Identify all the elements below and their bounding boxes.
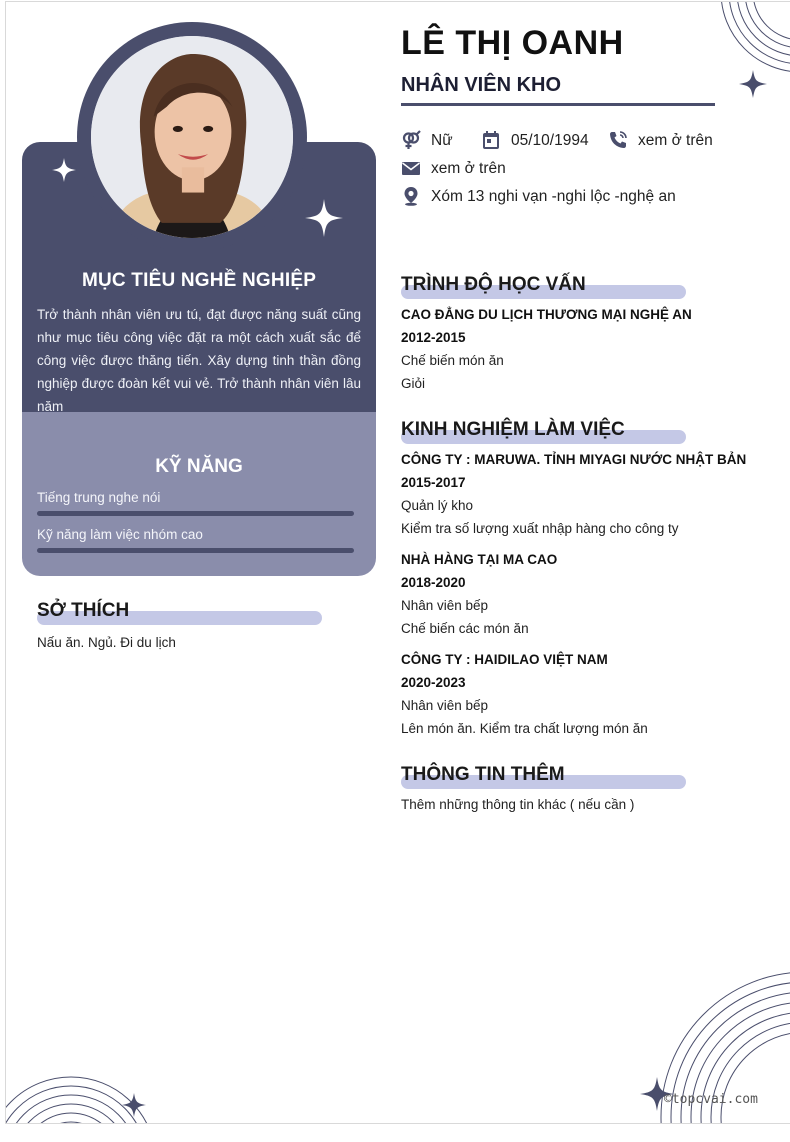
job-period: 2015-2017 xyxy=(401,475,466,490)
objective-title: MỤC TIÊU NGHỀ NGHIỆP xyxy=(81,270,317,291)
job-period: 2018-2020 xyxy=(401,575,466,590)
job-title: NHÂN VIÊN KHO xyxy=(401,74,562,96)
title-divider xyxy=(401,103,715,106)
job-role: Nhân viên bếp xyxy=(401,698,489,713)
sparkle-icon xyxy=(305,199,343,242)
calendar-icon xyxy=(481,130,501,150)
education-title: TRÌNH ĐỘ HỌC VẤN xyxy=(401,274,586,295)
phone-icon xyxy=(608,130,628,150)
extra-info-title: THÔNG TIN THÊM xyxy=(401,764,565,785)
watermark: ©topcvai.com xyxy=(664,1092,758,1107)
job-role: Quản lý kho xyxy=(401,498,474,513)
job-desc: Lên món ăn. Kiểm tra chất lượng món ăn xyxy=(401,721,648,736)
job-company: CÔNG TY : MARUWA. TỈNH MIYAGI NƯỚC NHẬT BẢN xyxy=(401,452,747,467)
hobbies-text: Nấu ăn. Ngủ. Đi du lịch xyxy=(37,635,176,650)
skill-name: Kỹ năng làm việc nhóm cao xyxy=(37,527,203,542)
skill-bar xyxy=(37,548,354,553)
skill-name: Tiếng trung nghe nói xyxy=(37,490,161,505)
gender-icon xyxy=(401,130,421,150)
sparkle-icon xyxy=(122,1093,146,1122)
objective-text: Trở thành nhân viên ưu tú, đạt được năng suất cũng như mục tiêu công việc đặt ra một cách xuất sắc để công việc được thăng tiến. Xây dựng tinh thần đồng nghiệp được đoàn kết vui vẻ. Trở thành nhân viên lâu năm xyxy=(37,307,361,414)
job-company: CÔNG TY : HAIDILAO VIỆT NAM xyxy=(401,652,608,667)
hobbies-title: SỞ THÍCH xyxy=(37,600,130,621)
phone-value: xem ở trên xyxy=(638,132,713,149)
education-period: 2012-2015 xyxy=(401,330,466,345)
job-desc: Chế biến các món ăn xyxy=(401,621,529,636)
gender-value: Nữ xyxy=(431,132,453,149)
education-grade: Giỏi xyxy=(401,376,426,391)
job-role: Nhân viên bếp xyxy=(401,598,489,613)
avatar xyxy=(91,36,293,238)
location-icon xyxy=(401,186,421,206)
email-value: xem ở trên xyxy=(431,160,506,177)
job-desc: Kiểm tra số lượng xuất nhập hàng cho công ty xyxy=(401,521,679,536)
sparkle-icon xyxy=(739,70,767,103)
email-icon xyxy=(401,158,421,178)
dob-value: 05/10/1994 xyxy=(511,132,589,149)
experience-title: KINH NGHIỆM LÀM VIỆC xyxy=(401,419,625,440)
resume-page xyxy=(5,1,790,1124)
job-company: NHÀ HÀNG TẠI MA CAO xyxy=(401,552,558,567)
skill-bar xyxy=(37,511,354,516)
extra-info-text: Thêm những thông tin khác ( nếu cần ) xyxy=(401,797,635,812)
job-period: 2020-2023 xyxy=(401,675,466,690)
skills-title: KỸ NĂNG xyxy=(155,456,243,477)
address-value: Xóm 13 nghi vạn -nghi lộc -nghệ an xyxy=(431,188,676,205)
sparkle-icon xyxy=(52,158,76,187)
candidate-name: LÊ THỊ OANH xyxy=(401,24,624,62)
school-name: CAO ĐẲNG DU LỊCH THƯƠNG MẠI NGHỆ AN xyxy=(401,307,692,322)
education-major: Chế biến món ăn xyxy=(401,353,504,368)
